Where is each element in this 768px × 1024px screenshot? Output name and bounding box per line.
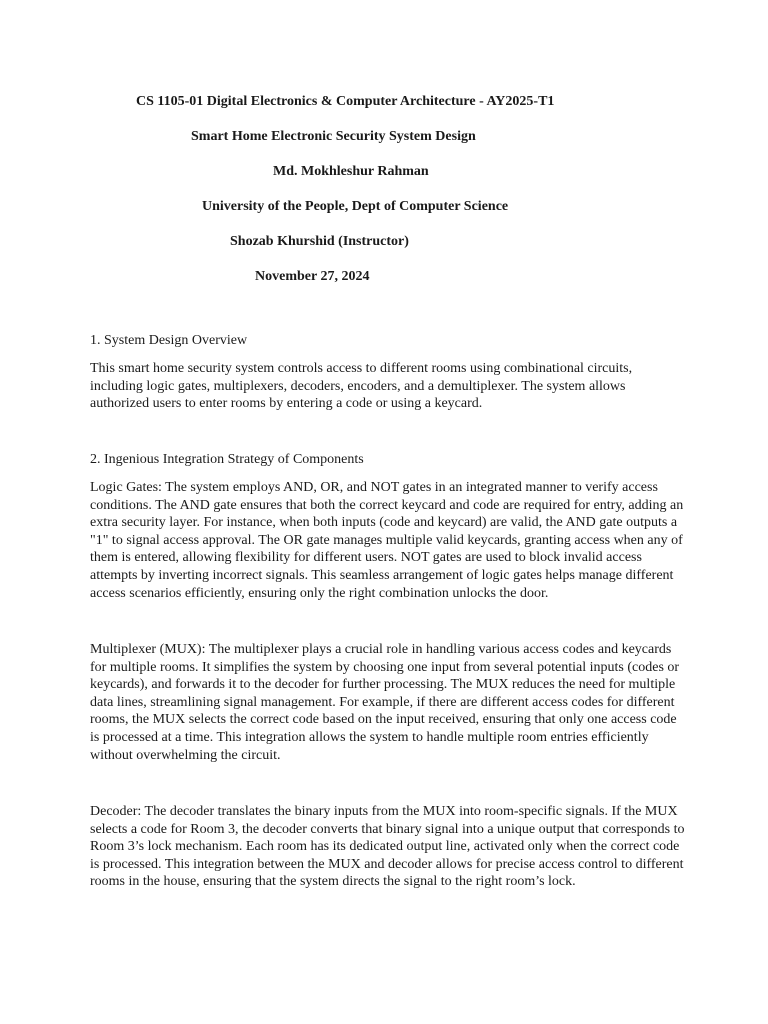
section-heading-integration: 2. Ingenious Integration Strategy of Components (90, 452, 364, 467)
paragraph-line: Multiplexer (MUX): The multiplexer plays a crucial role in handling various access codes and keycards (90, 642, 672, 657)
paragraph-line: rooms, the MUX selects the correct code based on the input received, ensuring that only one access code (90, 712, 677, 728)
section-heading-overview: 1. System Design Overview (90, 333, 248, 348)
paragraph-line: Room 3’s lock mechanism. Each room has its dedicated output line, activated only when the correct code (90, 839, 680, 855)
paragraph-line: keycards), and forwards it to the decoder for further processing. The MUX reduces the need for multiple (90, 677, 676, 693)
course-line: CS 1105-01 Digital Electronics & Computer Architecture - AY2025-T1 (136, 94, 555, 109)
multiplexer-paragraph (90, 641, 680, 764)
paragraph-line: rooms in the house, ensuring that the system directs the signal to the right room’s lock. (90, 874, 576, 890)
paragraph-line: attempts by inverting incorrect signals. This seamless arrangement of logic gates helps manage different (90, 567, 674, 583)
paragraph-line: extra security layer. For instance, when both inputs (code and keycard) are valid, the AND gate outputs a (90, 515, 678, 531)
paragraph-line: access scenarios efficiently, ensuring only the right combination unlocks the door. (90, 585, 549, 601)
logic-gates-paragraph (90, 479, 684, 602)
document-title: Smart Home Electronic Security System Design (191, 129, 476, 144)
paragraph-line: Logic Gates: The system employs AND, OR, and NOT gates in an integrated manner to verify access (90, 480, 658, 495)
paragraph-line: is processed. This integration between the MUX and decoder allows for precise access control to different (90, 856, 684, 872)
paragraph-line: for multiple rooms. It simplifies the system by choosing one input from several potential inputs (codes or (90, 659, 680, 675)
decoder-paragraph (90, 803, 685, 891)
paragraph-line: selects a code for Room 3, the decoder converts that binary signal into a unique output that corresponds to (90, 821, 685, 837)
paragraph-line: Decoder: The decoder translates the binary inputs from the MUX into room-specific signals. If the MUX (90, 804, 678, 819)
document-date: November 27, 2024 (255, 269, 370, 284)
author-name: Md. Mokhleshur Rahman (273, 164, 429, 179)
instructor: Shozab Khurshid (Instructor) (230, 234, 409, 249)
paragraph-line: them is entered, allowing flexibility for different users. NOT gates are used to block invalid access (90, 550, 642, 566)
paragraph-line: "1" to signal access approval. The OR gate manages multiple valid keycards, granting access when any of (90, 532, 683, 548)
paragraph-line: is processed at a time. This integration allows the system to handle multiple room entries efficiently (90, 729, 649, 745)
paragraph-line: conditions. The AND gate ensures that both the correct keycard and code are required for entry, adding an (90, 497, 684, 513)
paragraph-line: without overwhelming the circuit. (90, 747, 281, 763)
overview-paragraph (90, 360, 680, 413)
paragraph-line: authorized users to enter rooms by entering a code or using a keycard. (90, 396, 483, 412)
institution: University of the People, Dept of Computer Science (202, 199, 509, 214)
paragraph-line: data lines, streamlining signal management. For example, if there are different access codes for different (90, 694, 675, 710)
paragraph-line: including logic gates, multiplexers, decoders, encoders, and a demultiplexer. The system allows (90, 378, 626, 394)
paragraph-line: This smart home security system controls access to different rooms using combinational circuits, (90, 361, 633, 376)
